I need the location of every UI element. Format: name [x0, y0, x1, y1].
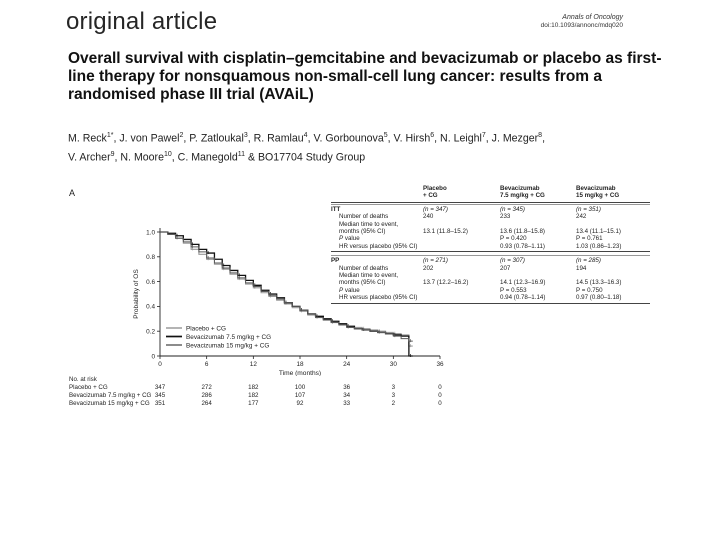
at-risk-value: 34	[343, 392, 351, 399]
at-risk-label: Bevacizumab 7.5 mg/kg + CG	[69, 392, 152, 399]
doi: doi:10.1093/annonc/mdq020	[540, 22, 623, 29]
author-name: C. Manegold	[177, 151, 238, 164]
column-header-line: Placebo	[423, 185, 447, 192]
row-label: HR versus placebo (95% CI)	[339, 242, 418, 250]
author-name: P. Zatloukal	[189, 132, 244, 145]
x-tick-label: 18	[296, 361, 304, 368]
author-name: N. Moore	[120, 151, 164, 164]
author-affiliation-mark: 11	[237, 150, 246, 158]
table-cell: 242	[576, 213, 587, 221]
author-name: J. von Pawel	[119, 132, 180, 145]
table-cell: 233	[500, 213, 511, 221]
group-label: PP	[331, 257, 340, 265]
row-label: months (95% CI)	[339, 228, 386, 236]
author-name: V. Hirsh	[393, 132, 431, 145]
row-label: Number of deaths	[339, 213, 389, 221]
author-affiliation-mark: 5	[383, 132, 388, 139]
at-risk-value: 2	[391, 400, 396, 407]
author-name: V. Archer	[68, 151, 111, 164]
journal-name: Annals of Oncology	[562, 14, 623, 21]
p-symbol: P	[339, 235, 344, 243]
table-cell: P = 0.750	[576, 286, 603, 294]
column-header-line: 15 mg/kg + CG	[576, 192, 620, 200]
author-affiliation-mark: 3	[243, 132, 248, 139]
at-risk-value: 100	[294, 384, 306, 391]
table-cell	[500, 272, 576, 279]
y-tick-label: 1.0	[146, 229, 155, 237]
at-risk-value: 0	[438, 384, 442, 391]
table-cell: 14.1 (12.3–16.9)	[500, 279, 546, 287]
row-label: HR versus placebo (95% CI)	[339, 294, 418, 302]
y-tick-label: 0.2	[146, 328, 155, 336]
table-cell: P = 0.553	[500, 286, 527, 294]
at-risk-value: 33	[343, 400, 351, 407]
legend-label: Placebo + CG	[186, 325, 226, 333]
at-risk-value: 264	[201, 400, 212, 407]
column-header	[331, 185, 423, 200]
study-group: & BO17704 Study Group	[247, 151, 366, 164]
y-axis-label: Probability of OS	[133, 269, 140, 319]
x-tick-label: 24	[343, 361, 351, 368]
x-tick-label: 0	[158, 361, 162, 368]
author-affiliation-mark: 8	[538, 132, 543, 139]
table-cell: 13.1 (11.8–15.2)	[423, 228, 468, 236]
group-n: (n = 285)	[576, 257, 601, 265]
at-risk-value: 177	[248, 400, 259, 407]
legend-label: Bevacizumab 7.5 mg/kg + CG	[186, 333, 272, 341]
group-n: (n = 351)	[576, 205, 601, 213]
at-risk-table	[69, 376, 469, 408]
row-label: Number of deaths	[339, 264, 389, 272]
at-risk-value: 345	[154, 392, 166, 399]
at-risk-value: 107	[294, 392, 306, 399]
y-tick-label: 0.8	[146, 254, 155, 262]
figure-panel-letter: A	[69, 188, 76, 198]
author-name: V. Gorbounova	[313, 132, 384, 145]
table-cell: 0.97 (0.80–1.18)	[576, 294, 622, 302]
group-label: ITT	[331, 205, 341, 213]
x-tick-label: 36	[436, 361, 444, 368]
section-label: original article	[66, 8, 218, 35]
column-header-line: + CG	[423, 192, 438, 200]
at-risk-value: 92	[296, 400, 304, 407]
author-name: J. Mezger	[491, 132, 539, 145]
table-cell	[576, 272, 650, 279]
group-n: (n = 345)	[500, 205, 525, 213]
table-cell: P = 0.420	[500, 235, 527, 243]
table-cell	[500, 221, 576, 228]
y-tick-label: 0.4	[146, 303, 155, 311]
at-risk-row	[69, 384, 469, 392]
author-affiliation-mark: 2	[179, 132, 184, 139]
table-group-row	[331, 204, 650, 213]
column-header	[500, 185, 576, 200]
author-affiliation-mark: 6	[430, 132, 435, 139]
at-risk-value: 182	[248, 384, 259, 391]
at-risk-label: Bevacizumab 15 mg/kg + CG	[69, 400, 150, 407]
table-cell: 0.94 (0.78–1.14)	[500, 294, 546, 302]
author-list: M. Reck$^{1*}$, J. von Pawel$^2$, P. Zatloukal$^3$, R. Ramlau$^4$, V. Gorbounova$^5$, V. Hirsh$^6$, N. Leighl$^7$, J. Mezger$^8$, V. Archer$^9$, N. Moore$^{10}$, C. Manegold$^{11}$ & BO17704 Study Group	[68, 132, 546, 164]
author-affiliation-mark: 4	[303, 132, 308, 139]
at-risk-value: 36	[343, 384, 351, 391]
x-tick-label: 30	[389, 361, 397, 368]
author-affiliation-mark: 10	[163, 150, 172, 158]
author-affiliation-mark: 1*	[106, 132, 114, 139]
author-affiliation-mark: 7	[481, 132, 486, 139]
table-cell: 207	[500, 264, 511, 272]
row-label: P value	[339, 286, 360, 294]
at-risk-value: 351	[154, 400, 166, 407]
column-header-line: 7.5 mg/kg + CG	[500, 192, 545, 200]
author-affiliation-mark: 9	[110, 150, 115, 158]
x-axis-label: Time (months)	[278, 370, 322, 376]
table-cell: 202	[423, 264, 434, 272]
table-header	[331, 185, 650, 203]
author-name: M. Reck	[68, 132, 107, 145]
row-label: P value	[339, 235, 360, 243]
column-header-line: Bevacizumab	[576, 185, 616, 192]
table-cell: 194	[576, 264, 587, 272]
table-cell: 0.93 (0.78–1.11)	[500, 242, 545, 250]
at-risk-row	[69, 392, 469, 400]
table-cell: P = 0.761	[576, 235, 603, 243]
column-header	[576, 185, 650, 200]
row-label: months (95% CI)	[339, 279, 386, 287]
table-cell: 13.4 (11.1–15.1)	[576, 228, 621, 236]
author-name: R. Ramlau	[253, 132, 304, 145]
table-cell: 13.7 (12.2–16.2)	[423, 279, 469, 287]
author-name: N. Leighl	[440, 132, 482, 145]
column-header-line: Bevacizumab	[500, 185, 540, 192]
row-label: Median time to event,	[339, 272, 399, 280]
y-tick-label: 0.6	[146, 278, 155, 286]
x-tick-label: 12	[249, 361, 257, 368]
column-header	[423, 185, 500, 200]
at-risk-row	[69, 400, 469, 408]
group-n: (n = 271)	[423, 257, 448, 265]
journal-info	[541, 14, 623, 30]
article-title: Overall survival with cisplatin–gemcitabine and bevacizumab or placebo as first-line therapy for nonsquamous non-small-cell lung cancer: results from a randomised phase III trial (AVAiL)	[68, 50, 662, 103]
at-risk-value: 272	[201, 384, 212, 391]
at-risk-value: 182	[248, 392, 259, 399]
at-risk-value: 3	[391, 392, 396, 399]
group-n: (n = 347)	[423, 205, 448, 213]
legend-label: Bevacizumab 15 mg/kg + CG	[186, 342, 270, 350]
at-risk-value: 3	[391, 384, 396, 391]
table-cell	[576, 221, 650, 228]
at-risk-value: 0	[438, 400, 442, 407]
at-risk-title: No. at risk	[69, 376, 97, 383]
at-risk-value: 0	[438, 392, 442, 399]
table-cell: 1.03 (0.86–1.23)	[576, 242, 622, 250]
y-tick-label: 0	[151, 353, 155, 361]
at-risk-value: 286	[201, 392, 212, 399]
row-label: Median time to event,	[339, 220, 399, 228]
survival-chart	[120, 220, 450, 376]
table-cell: 14.5 (13.3–16.3)	[576, 279, 622, 287]
at-risk-value: 347	[154, 384, 166, 391]
at-risk-label: Placebo + CG	[69, 384, 108, 391]
p-symbol: P	[339, 286, 344, 294]
group-n: (n = 307)	[500, 257, 525, 265]
table-cell: 240	[423, 213, 434, 221]
table-cell: 13.6 (11.8–15.8)	[500, 228, 545, 236]
x-tick-label: 6	[204, 361, 209, 368]
